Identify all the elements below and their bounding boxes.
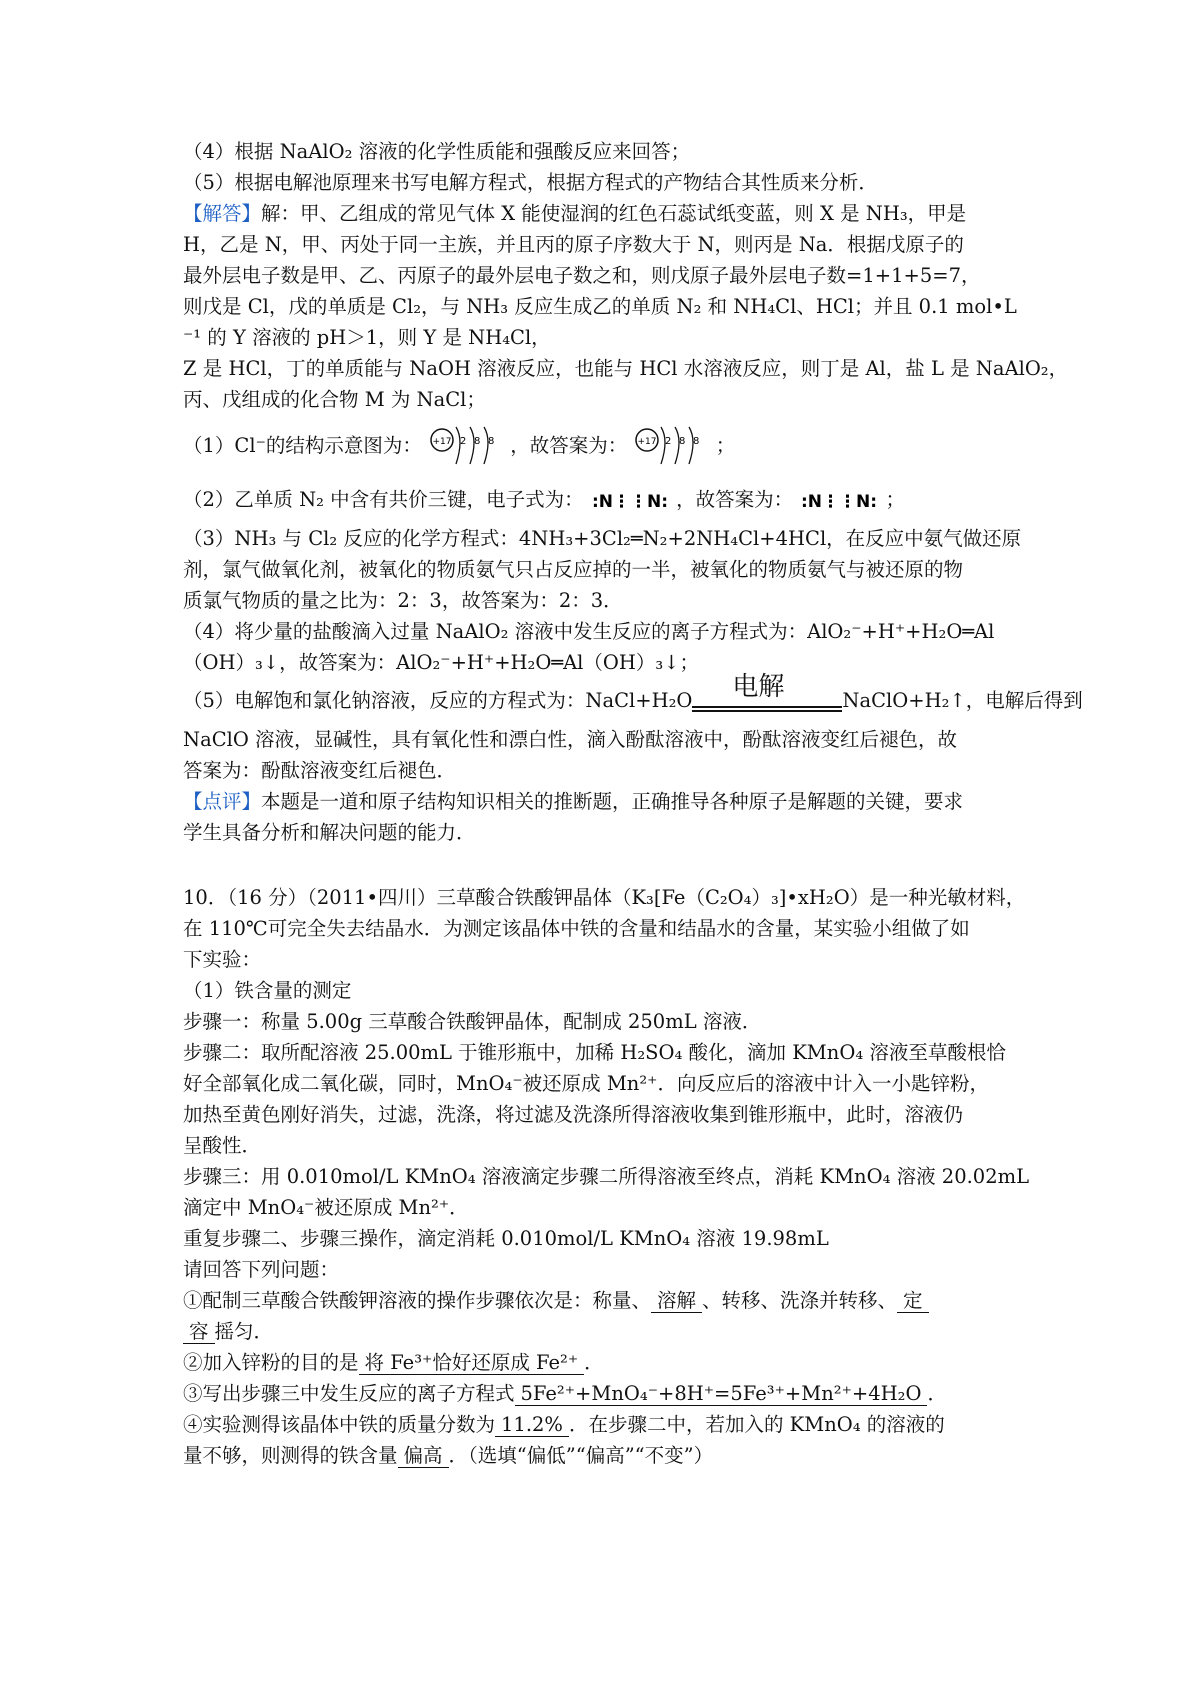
question-line: 请回答下列问题： — [183, 1258, 340, 1281]
answer-blank: 5Fe²⁺+MnO₄⁻+8H⁺=5Fe³⁺+Mn²⁺+4H₂O — [515, 1382, 928, 1406]
text-line: ⁻¹ 的 Y 溶液的 pH＞1，则 Y 是 NH₄Cl， — [183, 326, 551, 349]
svg-text:2: 2 — [460, 435, 467, 447]
svg-text:8: 8 — [679, 435, 686, 447]
text-line: NaClO 溶液，显碱性，具有氧化性和漂白性，滴入酚酞溶液中，酚酞溶液变红后褪色，故 — [183, 728, 958, 751]
text-line-with-formula: （2）乙单质 N₂ 中含有共价三键，电子式为： :N⋮⋮N: ，故答案为： :N⋮⋮N: ； — [183, 488, 906, 512]
text-line: （3）NH₃ 与 Cl₂ 反应的化学方程式：4NH₃+3Cl₂═N₂+2NH₄Cl+4HCl，在反应中氨气做还原 — [183, 527, 1022, 550]
text-line: （OH）₃↓，故答案为：AlO₂⁻+H⁺+H₂O═Al（OH）₃↓； — [183, 651, 700, 674]
question-line: 加热至黄色刚好消失，过滤，洗涤，将过滤及洗涤所得溶液收集到锥形瓶中，此时，溶液仍 — [183, 1103, 964, 1126]
n2-electron-formula — [590, 490, 670, 512]
svg-text:8: 8 — [474, 435, 481, 447]
question-line: 好全部氧化成二氧化碳，同时，MnO₄⁻被还原成 Mn²⁺．向反应后的溶液中计入一小匙锌粉， — [183, 1072, 989, 1095]
svg-text:8: 8 — [488, 435, 495, 447]
answer-line: 量不够，则测得的铁含量 偏高 ．（选填“偏低”“偏高”“不变”） — [183, 1444, 714, 1467]
text-line: 质氯气物质的量之比为：2：3，故答案为：2：3． — [183, 589, 623, 612]
question-line: 步骤二：取所配溶液 25.00mL 于锥形瓶中，加稀 H₂SO₄ 酸化，滴加 KMnO₄ 溶液至草酸根恰 — [183, 1041, 1006, 1064]
text-line: （5）根据电解池原理来书写电解方程式，根据方程式的产物结合其性质来分析． — [183, 171, 878, 194]
electrolysis-arrow — [692, 671, 842, 722]
question-line: 滴定中 MnO₄⁻被还原成 Mn²⁺． — [183, 1196, 469, 1219]
answer-line: ③写出步骤三中发生反应的离子方程式 5Fe²⁺+MnO₄⁻+8H⁺=5Fe³⁺+Mn²⁺+4H₂O ． — [183, 1382, 947, 1405]
document-page — [183, 136, 1083, 1471]
question-line: 呈酸性． — [183, 1134, 262, 1157]
answer-blank: 容 — [183, 1320, 215, 1344]
answer-line: ②加入锌粉的目的是 将 Fe³⁺恰好还原成 Fe²⁺ ． — [183, 1351, 604, 1374]
answer-blank: 偏高 — [398, 1444, 449, 1468]
electrolysis-equation-line: （5）电解饱和氯化钠溶液，反应的方程式为：NaCl+H₂O 电解 NaClO+H₂↑，电解后得到 — [183, 678, 1033, 724]
text-line: 【点评】本题是一道和原子结构知识相关的推断题，正确推导各种原子是解题的关键，要求 — [183, 790, 964, 813]
text-line: Z 是 HCl，丁的单质能与 NaOH 溶液反应，也能与 HCl 水溶液反应，则丁是 Al，盐 L 是 NaAlO₂， — [183, 357, 1069, 380]
answer-blank: 定 — [897, 1289, 929, 1313]
question-line: 10．（16 分）（2011•四川）三草酸合铁酸钾晶体（K₃[Fe（C₂O₄）₃]•xH₂O）是一种光敏材料， — [183, 886, 1026, 909]
comment-tag: 【点评】 — [183, 790, 262, 813]
question-line: 重复步骤二、步骤三操作，滴定消耗 0.010mol/L KMnO₄ 溶液 19.98mL — [183, 1227, 829, 1250]
n2-electron-formula — [799, 490, 879, 512]
answer-line: ④实验测得该晶体中铁的质量分数为 11.2% ．在步骤二中，若加入的 KMnO₄ 的溶液的 — [183, 1413, 945, 1436]
svg-text::N⋮⋮N:: :N⋮⋮N: — [591, 491, 668, 512]
answer-tag: 【解答】 — [183, 202, 262, 225]
svg-text:8: 8 — [693, 435, 700, 447]
answer-blank: 溶解 — [651, 1289, 702, 1313]
electrolysis-label: 电解 — [732, 671, 785, 702]
question-line: （1）铁含量的测定 — [183, 979, 352, 1002]
text-line: （4）将少量的盐酸滴入过量 NaAlO₂ 溶液中发生反应的离子方程式为：AlO₂⁻+H⁺+H₂O═Al — [183, 620, 995, 643]
text-line: 则戊是 Cl，戊的单质是 Cl₂，与 NH₃ 反应生成乙的单质 N₂ 和 NH₄Cl、HCl；并且 0.1 mol•L — [183, 295, 1017, 318]
text-line: 【解答】解：甲、乙组成的常见气体 X 能使湿润的红色石蕊试纸变蓝，则 X 是 NH₃，甲是 — [183, 202, 967, 225]
cl-ion-structure-diagram — [428, 424, 504, 470]
text-line: 丙、戊组成的化合物 M 为 NaCl； — [183, 388, 486, 411]
question-line: 步骤三：用 0.010mol/L KMnO₄ 溶液滴定步骤二所得溶液至终点，消耗 KMnO₄ 溶液 20.02mL — [183, 1165, 1030, 1188]
svg-text:+17: +17 — [637, 436, 657, 447]
answer-line: 容 摇匀． — [183, 1316, 1033, 1347]
text-line: 最外层电子数是甲、乙、丙原子的最外层电子数之和，则戊原子最外层电子数=1+1+5=7， — [183, 264, 981, 287]
answer-blank: 将 Fe³⁺恰好还原成 Fe²⁺ — [359, 1351, 585, 1375]
answer-line: ①配制三草酸合铁酸钾溶液的操作步骤依次是：称量、 溶解 、转移、洗涤并转移、 定 — [183, 1285, 1033, 1316]
svg-text::N⋮⋮N:: :N⋮⋮N: — [801, 491, 878, 512]
question-line: 在 110℃可完全失去结晶水．为测定该晶体中铁的含量和结晶水的含量，某实验小组做了如 — [183, 917, 970, 940]
svg-text:+17: +17 — [432, 436, 452, 447]
text-line-with-diagram: （1）Cl⁻的结构示意图为： +17 2 8 8 ，故答案为： +17 2 8 8 ； — [183, 415, 1033, 477]
text-line: 答案为：酚酞溶液变红后褪色． — [183, 759, 457, 782]
text-line: 学生具备分析和解决问题的能力． — [183, 821, 476, 844]
text-line: 剂，氯气做氧化剂，被氧化的物质氨气只占反应掉的一半，被氧化的物质氨气与被还原的物 — [183, 558, 964, 581]
text-line: （4）根据 NaAlO₂ 溶液的化学性质能和强酸反应来回答； — [183, 140, 691, 163]
question-line: 下实验： — [183, 948, 262, 971]
cl-ion-structure-diagram — [633, 424, 709, 470]
svg-text:2: 2 — [665, 435, 672, 447]
text-line: H，乙是 N，甲、丙处于同一主族，并且丙的原子序数大于 N，则丙是 Na．根据戊原子的 — [183, 233, 964, 256]
question-line: 步骤一：称量 5.00g 三草酸合铁酸钾晶体，配制成 250mL 溶液． — [183, 1010, 762, 1033]
answer-blank: 11.2% — [495, 1413, 569, 1437]
